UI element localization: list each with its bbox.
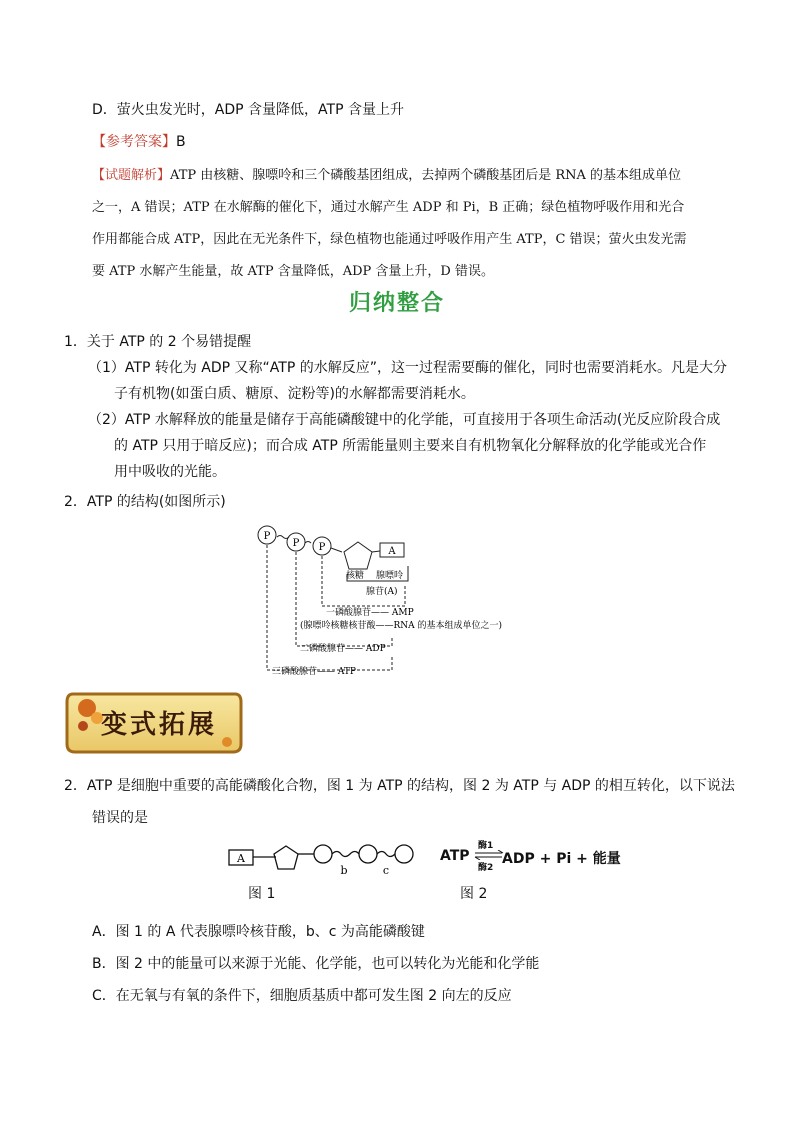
reversible-arrow-icon [474,850,504,860]
point-2-title: 2．ATP 的结构(如图所示) [64,494,226,510]
explanation-line-1 [92,164,681,183]
figure-2-atp: ATP [440,848,470,864]
figure-1 [226,840,416,876]
p-label-2: P [292,538,300,549]
p-label-3: P [318,542,326,553]
adenine-label: 腺嘌呤 [376,571,404,581]
point-1-item-2-line-1: （2）ATP 水解释放的能量是储存于高能磷酸键中的化学能，可直接用于各项生命活动(光反应阶段合成 [88,412,721,428]
figure-1-bond-b [332,852,359,857]
ribose-label: 核糖 [346,571,365,581]
banner-text: 变式拓展 [101,710,218,740]
figure-1-b-label: b [340,864,348,876]
section-title: 归纳整合 [348,291,445,316]
figure-1-bond-c [377,852,395,857]
amp-note: (腺嘌呤核糖核苷酸——RNA 的基本组成单位之一) [300,621,503,631]
point-1-item-2-line-2: 的 ATP 只用于暗反应)；而合成 ATP 所需能量则主要来自有机物氧化分解释放的化学能或光合作 [114,438,707,454]
figure-1-c-label: c [382,864,390,876]
p-label-1: P [263,531,271,542]
adp-label: 二磷酸腺苷—— ADP [300,644,386,654]
figure-1-caption: 图 1 [248,886,276,902]
adenosine-label: 腺苷(A) [366,587,398,597]
point-1-item-2-line-3: 用中吸收的光能。 [114,464,226,480]
atp-structure-diagram [250,518,570,680]
explanation-line-4: 要 ATP 水解产生能量，故 ATP 含量降低，ADP 含量上升，D 错误。 [92,264,494,279]
high-energy-bond-2 [305,542,311,544]
figure-1-phosphate-3 [395,845,413,863]
question-stem-line-2: 错误的是 [92,810,148,826]
figure-1-ribose [274,846,298,869]
explanation-text-1: ATP 由核糖、腺嘌呤和三个磷酸基团组成，去掉两个磷酸基团后是 RNA 的基本组成单位 [170,168,682,183]
a-label: A [388,546,396,557]
point-1-item-1-line-2: 子有机物(如蛋白质、糖原、淀粉等)的水解都需要消耗水。 [114,386,475,402]
figure-2-products: ADP + Pi + 能量 [502,851,621,867]
figure-2-enzyme-1: 酶1 [478,841,494,851]
question-stem-line-1: 2．ATP 是细胞中重要的高能磷酸化合物，图 1 为 ATP 的结构，图 2 为 ATP 与 ADP 的相互转化，以下说法 [64,778,735,794]
amp-label: 一磷酸腺苷—— AMP [326,608,414,618]
answer-value: B [176,134,186,150]
variation-banner [63,688,245,758]
point-1-item-1-line-1: （1）ATP 转化为 ADP 又称“ATP 的水解反应”，这一过程需要酶的催化，同时也需要消耗水。凡是大分 [88,360,727,376]
explanation-label: 【试题解析】 [92,168,171,183]
explanation-line-3: 作用都能合成 ATP，因此在无光条件下，绿色植物也能通过呼吸作用产生 ATP，C 错误；萤火虫发光需 [92,232,687,247]
figure-2-enzyme-2: 酶2 [478,863,494,873]
explanation-line-2: 之一，A 错误；ATP 在水解酶的催化下，通过水解产生 ADP 和 Pi，B 正确；绿色植物呼吸作用和光合 [92,200,685,215]
reference-answer [92,132,186,152]
option-a: A．图 1 的 A 代表腺嘌呤核苷酸，b、c 为高能磷酸键 [92,924,425,940]
figure-2 [440,838,621,873]
figure-1-phosphate-2 [359,845,377,863]
option-d: D．萤火虫发光时，ADP 含量降低，ATP 含量上升 [92,102,404,118]
ribose-pentagon [344,542,372,569]
figure-1-phosphate-1 [314,845,332,863]
answer-label: 【参考答案】 [92,134,176,150]
figure-2-caption: 图 2 [460,886,488,902]
high-energy-bond-1 [277,536,289,539]
figure-1-a-label: A [237,852,245,865]
option-b: B．图 2 中的能量可以来源于光能、化学能，也可以转化为光能和化学能 [92,956,540,972]
atp-label: 三磷酸腺苷—— ATP [272,667,356,677]
point-1-title: 1．关于 ATP 的 2 个易错提醒 [64,334,252,350]
option-c: C．在无氧与有氧的条件下，细胞质基质中都可发生图 2 向左的反应 [92,988,512,1004]
